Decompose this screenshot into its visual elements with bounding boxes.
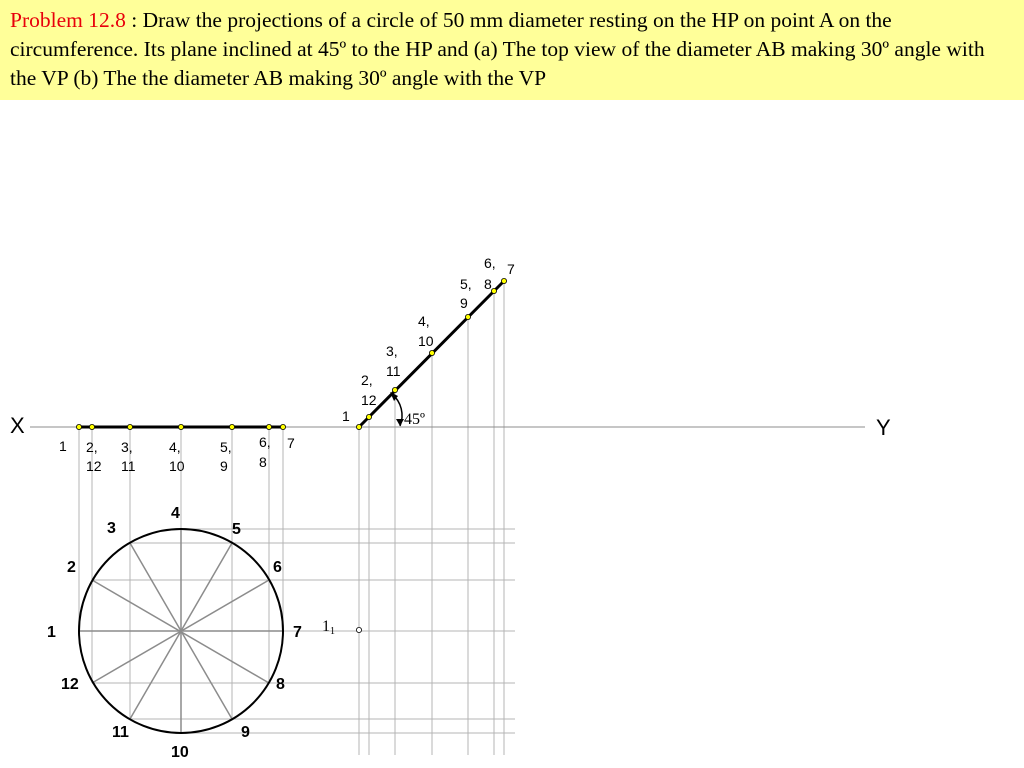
angle-arrow-bottom	[396, 419, 404, 426]
fv-label-4-10-b: 10	[169, 458, 185, 474]
fv-label-6-8-a: 6,	[259, 434, 271, 450]
problem-text: : Draw the projections of a circle of 50 mm diameter resting on the HP on point A on the circumference. Its plane inclined at 45º to the HP and (a) The top view of the diameter AB making 30º angle with the VP (b) The the diameter AB making 30º angle with the VP	[10, 8, 985, 90]
angle-label: 45º	[404, 411, 425, 428]
fv-label-5-9-a: 5,	[220, 439, 232, 455]
circle-label-2: 2	[67, 559, 76, 576]
fv-label-2-12-a: 2,	[86, 439, 98, 455]
iv-label-5-9-a: 5,	[460, 276, 472, 292]
iv-label-3-11-a: 3,	[386, 343, 398, 359]
circle-label-12: 12	[61, 676, 79, 693]
iv-label-6-8-b: 8	[484, 276, 492, 292]
plan-point-label: 11	[322, 618, 335, 637]
fv-label-4-10-a: 4,	[169, 439, 181, 455]
circle-label-11: 11	[112, 724, 129, 741]
fv-label-3-11-b: 11	[121, 458, 136, 474]
circle-divisions	[79, 529, 283, 733]
iv-label-2-12-a: 2,	[361, 372, 373, 388]
fv-label-6-8-b: 8	[259, 454, 267, 470]
fv-label-7: 7	[287, 435, 295, 451]
circle-label-6: 6	[273, 559, 282, 576]
iv-label-5-9-b: 9	[460, 295, 468, 311]
fv-label-5-9-b: 9	[220, 458, 228, 474]
iv-label-1: 1	[342, 408, 350, 424]
iv-label-6-8-a: 6,	[484, 255, 496, 271]
fv-label-3-11-a: 3,	[121, 439, 133, 455]
fv-label-1: 1	[59, 438, 67, 454]
circle-label-5: 5	[232, 521, 241, 538]
y-label: Y	[876, 415, 891, 440]
front-view-labels	[59, 434, 295, 474]
fv-label-2-12-b: 12	[86, 458, 102, 474]
circle-label-9: 9	[241, 724, 250, 741]
circle-label-4: 4	[171, 505, 180, 522]
circle-label-8: 8	[276, 676, 285, 693]
circle-label-10: 10	[171, 744, 189, 761]
iv-label-4-10-a: 4,	[418, 313, 430, 329]
circle-label-3: 3	[107, 520, 116, 537]
inclined-view-labels	[342, 255, 515, 424]
plan-point-1	[356, 627, 361, 632]
x-label: X	[10, 413, 25, 438]
iv-label-4-10-b: 10	[418, 333, 434, 349]
circle-label-1: 1	[47, 624, 56, 641]
iv-label-3-11-b: 11	[386, 363, 401, 379]
iv-label-7: 7	[507, 261, 515, 277]
circle-label-7: 7	[293, 624, 302, 641]
problem-label: Problem 12.8	[10, 8, 126, 32]
iv-label-2-12-b: 12	[361, 392, 377, 408]
